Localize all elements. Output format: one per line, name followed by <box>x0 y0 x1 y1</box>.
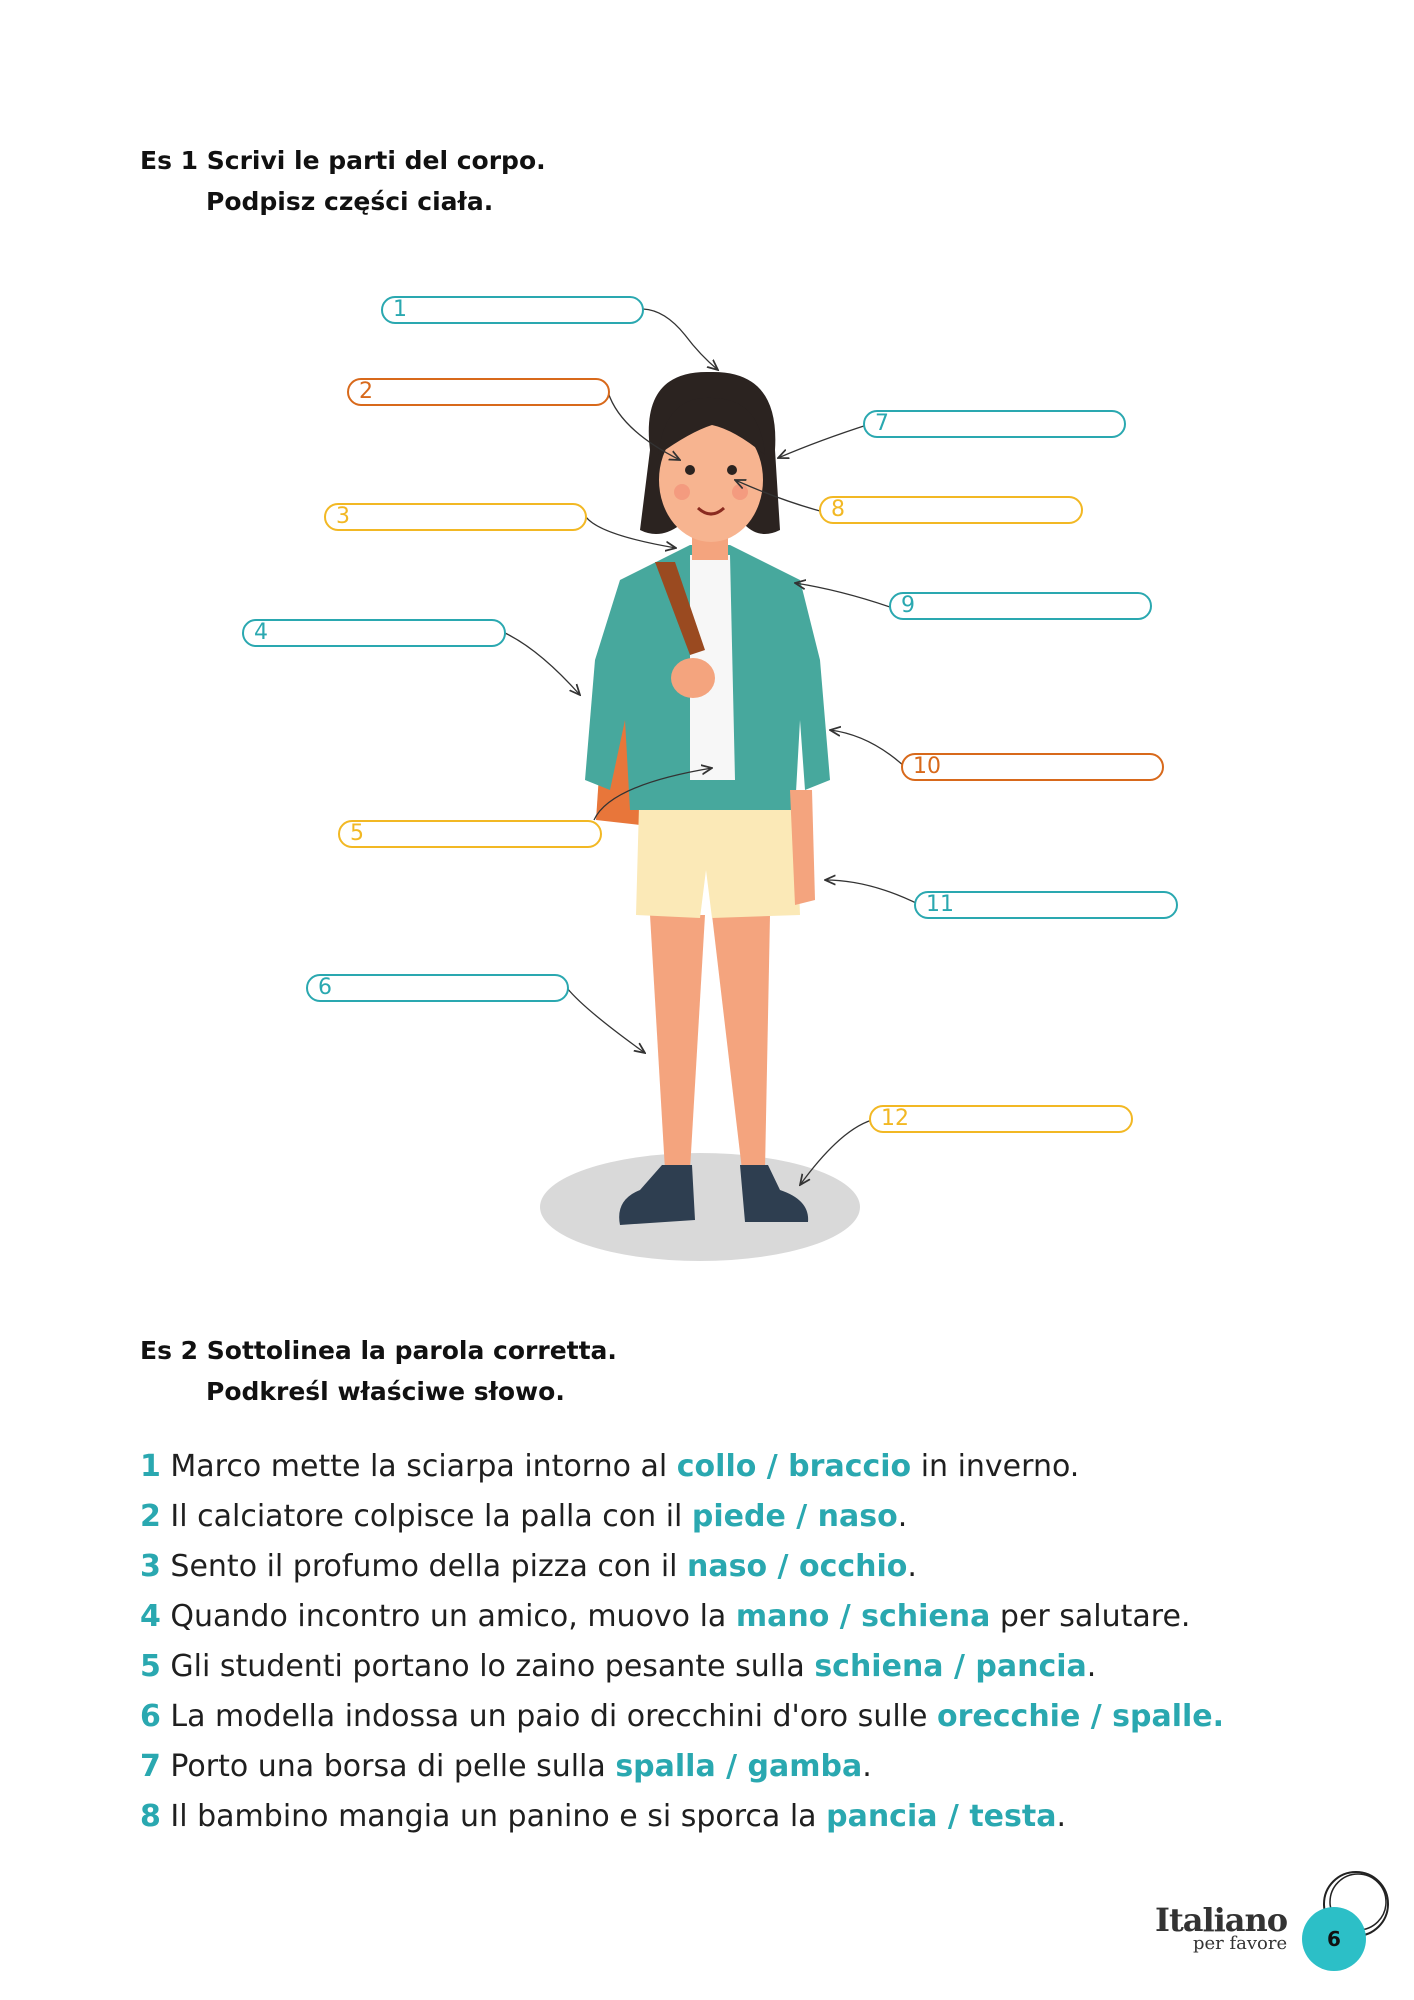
sentence-2 <box>140 1492 1224 1542</box>
page-number: 6 <box>1302 1907 1366 1971</box>
label-box-4[interactable] <box>242 619 506 647</box>
label-number: 8 <box>831 497 845 522</box>
cheek-right <box>732 484 748 500</box>
sentence-text: Marco mette la sciarpa intorno al <box>160 1449 677 1484</box>
eye-left <box>685 465 695 475</box>
sentence-8 <box>140 1792 1224 1842</box>
brand-logo <box>1155 1901 1288 1954</box>
exercise2-subtitle: Podkreśl właściwe słowo. <box>206 1377 565 1406</box>
label-number: 2 <box>359 379 373 404</box>
sentence-number: 2 <box>140 1499 161 1534</box>
label-box-3[interactable] <box>324 503 587 531</box>
brand-logo-line2: per favore <box>1192 1933 1288 1954</box>
sentence-text: Porto una borsa di pelle sulla <box>160 1749 616 1784</box>
label-box-11[interactable] <box>914 891 1178 919</box>
arrow-7 <box>778 424 870 458</box>
arrow-10 <box>830 730 905 767</box>
sentence-text: . <box>907 1549 917 1584</box>
sentence-text: in inverno. <box>911 1449 1080 1484</box>
label-box-6[interactable] <box>306 974 569 1002</box>
label-box-7[interactable] <box>863 410 1126 438</box>
label-number: 1 <box>393 297 407 322</box>
word-choice[interactable]: collo / braccio <box>676 1449 912 1484</box>
arrow-4 <box>505 633 580 695</box>
sentence-text: Il calciatore colpisce la palla con il <box>160 1499 692 1534</box>
sentence-text: Quando incontro un amico, muovo la <box>160 1599 736 1634</box>
word-choice[interactable]: schiena / pancia <box>814 1649 1087 1684</box>
label-box-10[interactable] <box>901 753 1164 781</box>
label-box-5[interactable] <box>338 820 602 848</box>
word-choice[interactable]: spalla / gamba <box>615 1749 863 1784</box>
sentence-1 <box>140 1442 1224 1492</box>
word-choice[interactable]: naso / occhio <box>687 1549 908 1584</box>
label-number: 5 <box>350 821 364 846</box>
word-choice[interactable]: pancia / testa <box>826 1799 1057 1834</box>
exercise1-title: Es 1 Scrivi le parti del corpo. <box>140 146 546 175</box>
sentence-6 <box>140 1692 1224 1742</box>
sentence-number: 6 <box>140 1699 161 1734</box>
label-number: 3 <box>336 504 350 529</box>
label-number: 6 <box>318 975 332 1000</box>
sentence-text: . <box>862 1749 872 1784</box>
sentence-list <box>140 1442 1224 1842</box>
sentence-text: per salutare. <box>990 1599 1191 1634</box>
exercise2-title: Es 2 Sottolinea la parola corretta. <box>140 1336 617 1365</box>
label-box-1[interactable] <box>381 296 644 324</box>
sentence-number: 4 <box>140 1599 161 1634</box>
leg-left <box>650 915 705 1170</box>
sentence-4 <box>140 1592 1224 1642</box>
label-number: 11 <box>926 892 954 917</box>
label-number: 10 <box>913 754 941 779</box>
sentence-5 <box>140 1642 1224 1692</box>
sentence-3 <box>140 1542 1224 1592</box>
label-box-8[interactable] <box>819 496 1083 524</box>
label-box-9[interactable] <box>889 592 1152 620</box>
sentence-text: Sento il profumo della pizza con il <box>160 1549 688 1584</box>
word-choice[interactable]: orecchie / spalle. <box>937 1699 1225 1734</box>
sentence-text: . <box>1056 1799 1067 1834</box>
label-box-2[interactable] <box>347 378 610 406</box>
arrow-1 <box>643 309 718 370</box>
label-number: 7 <box>875 411 889 436</box>
sentence-text: Il bambino mangia un panino e si sporca la <box>160 1799 827 1834</box>
exercise2-heading <box>140 1336 617 1406</box>
sentence-text: . <box>1086 1649 1097 1684</box>
cheek-left <box>674 484 690 500</box>
exercise1-subtitle: Podpisz części ciała. <box>206 187 494 216</box>
word-choice[interactable]: piede / naso <box>691 1499 898 1534</box>
label-box-12[interactable] <box>869 1105 1133 1133</box>
sentence-number: 7 <box>140 1749 161 1784</box>
label-number: 4 <box>254 620 268 645</box>
hand-left <box>671 658 715 698</box>
arrow-11 <box>825 880 920 905</box>
arrow-6 <box>567 988 645 1053</box>
sentence-text: Gli studenti portano lo zaino pesante sulla <box>160 1649 815 1684</box>
leg-right <box>712 915 770 1170</box>
sentence-number: 5 <box>140 1649 161 1684</box>
label-number: 9 <box>901 593 915 618</box>
sentence-number: 1 <box>140 1449 161 1484</box>
sentence-7 <box>140 1742 1224 1792</box>
arrow-9 <box>795 583 890 607</box>
eye-right <box>727 465 737 475</box>
label-number: 12 <box>881 1106 909 1131</box>
sentence-text: . <box>897 1499 908 1534</box>
brand-logo-line1: Italiano <box>1155 1901 1288 1939</box>
sentence-number: 3 <box>140 1549 161 1584</box>
word-choice[interactable]: mano / schiena <box>735 1599 991 1634</box>
sentence-number: 8 <box>140 1799 161 1834</box>
sentence-text: La modella indossa un paio di orecchini d'oro sulle <box>160 1699 937 1734</box>
